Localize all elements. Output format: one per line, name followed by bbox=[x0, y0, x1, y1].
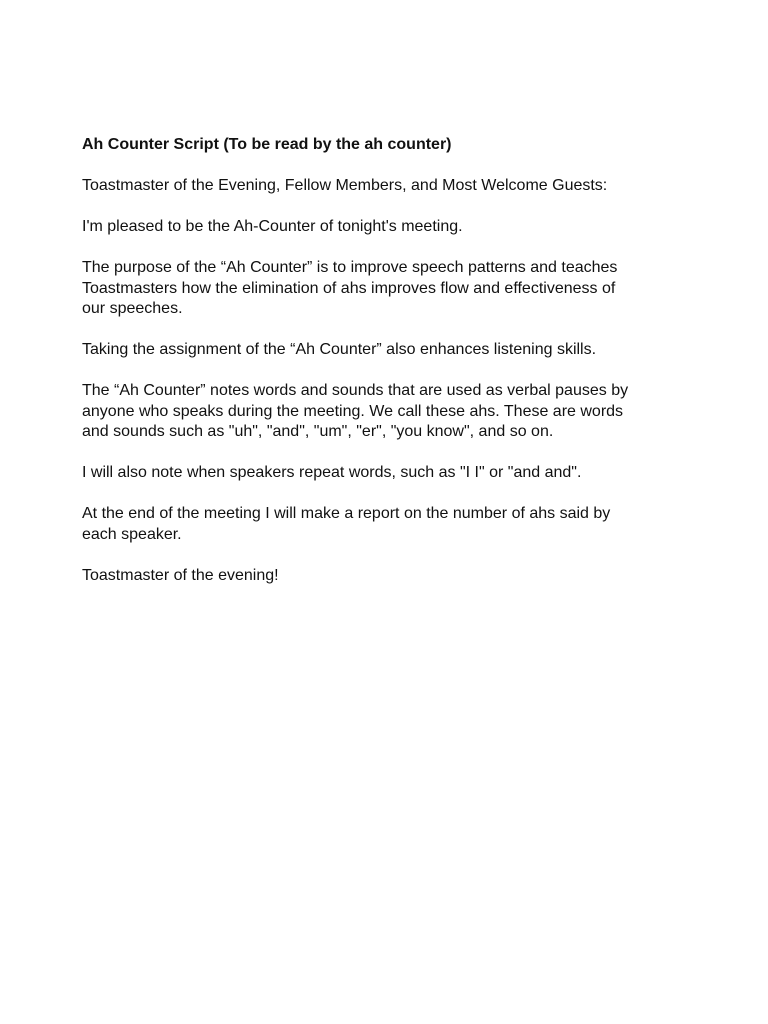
text-line: The “Ah Counter” notes words and sounds that are used as verbal pauses by bbox=[82, 382, 629, 399]
text-line: The purpose of the “Ah Counter” is to improve speech patterns and teaches bbox=[82, 259, 618, 276]
paragraph-intro bbox=[82, 217, 702, 238]
text-line: each speaker. bbox=[82, 525, 182, 543]
paragraph-closing bbox=[82, 566, 702, 587]
paragraph-report bbox=[82, 504, 702, 545]
text-line: Toastmaster of the evening! bbox=[82, 566, 279, 584]
text-line: and sounds such as "uh", "and", "um", "er", "you know", and so on. bbox=[82, 423, 554, 440]
text-line: I'm pleased to be the Ah-Counter of tonight's meeting. bbox=[82, 218, 463, 235]
paragraph-notes bbox=[82, 381, 702, 443]
text-line: Toastmasters how the elimination of ahs improves flow and effectiveness of bbox=[82, 279, 616, 297]
text-line: anyone who speaks during the meeting. We call these ahs. These are words bbox=[82, 402, 624, 420]
paragraph-listening bbox=[82, 340, 702, 361]
document-body bbox=[82, 135, 702, 607]
text-line: Toastmaster of the Evening, Fellow Members, and Most Welcome Guests: bbox=[82, 177, 608, 194]
text-line: I will also note when speakers repeat words, such as "I I" or "and and". bbox=[82, 464, 582, 481]
text-line: At the end of the meeting I will make a report on the number of ahs said by bbox=[82, 505, 611, 522]
paragraph-purpose bbox=[82, 258, 702, 320]
text-line: Taking the assignment of the “Ah Counter” also enhances listening skills. bbox=[82, 341, 597, 358]
text-line: our speeches. bbox=[82, 300, 183, 317]
paragraph-repeats bbox=[82, 463, 702, 484]
document-title: Ah Counter Script (To be read by the ah counter) bbox=[82, 136, 452, 153]
paragraph-greeting bbox=[82, 176, 702, 197]
